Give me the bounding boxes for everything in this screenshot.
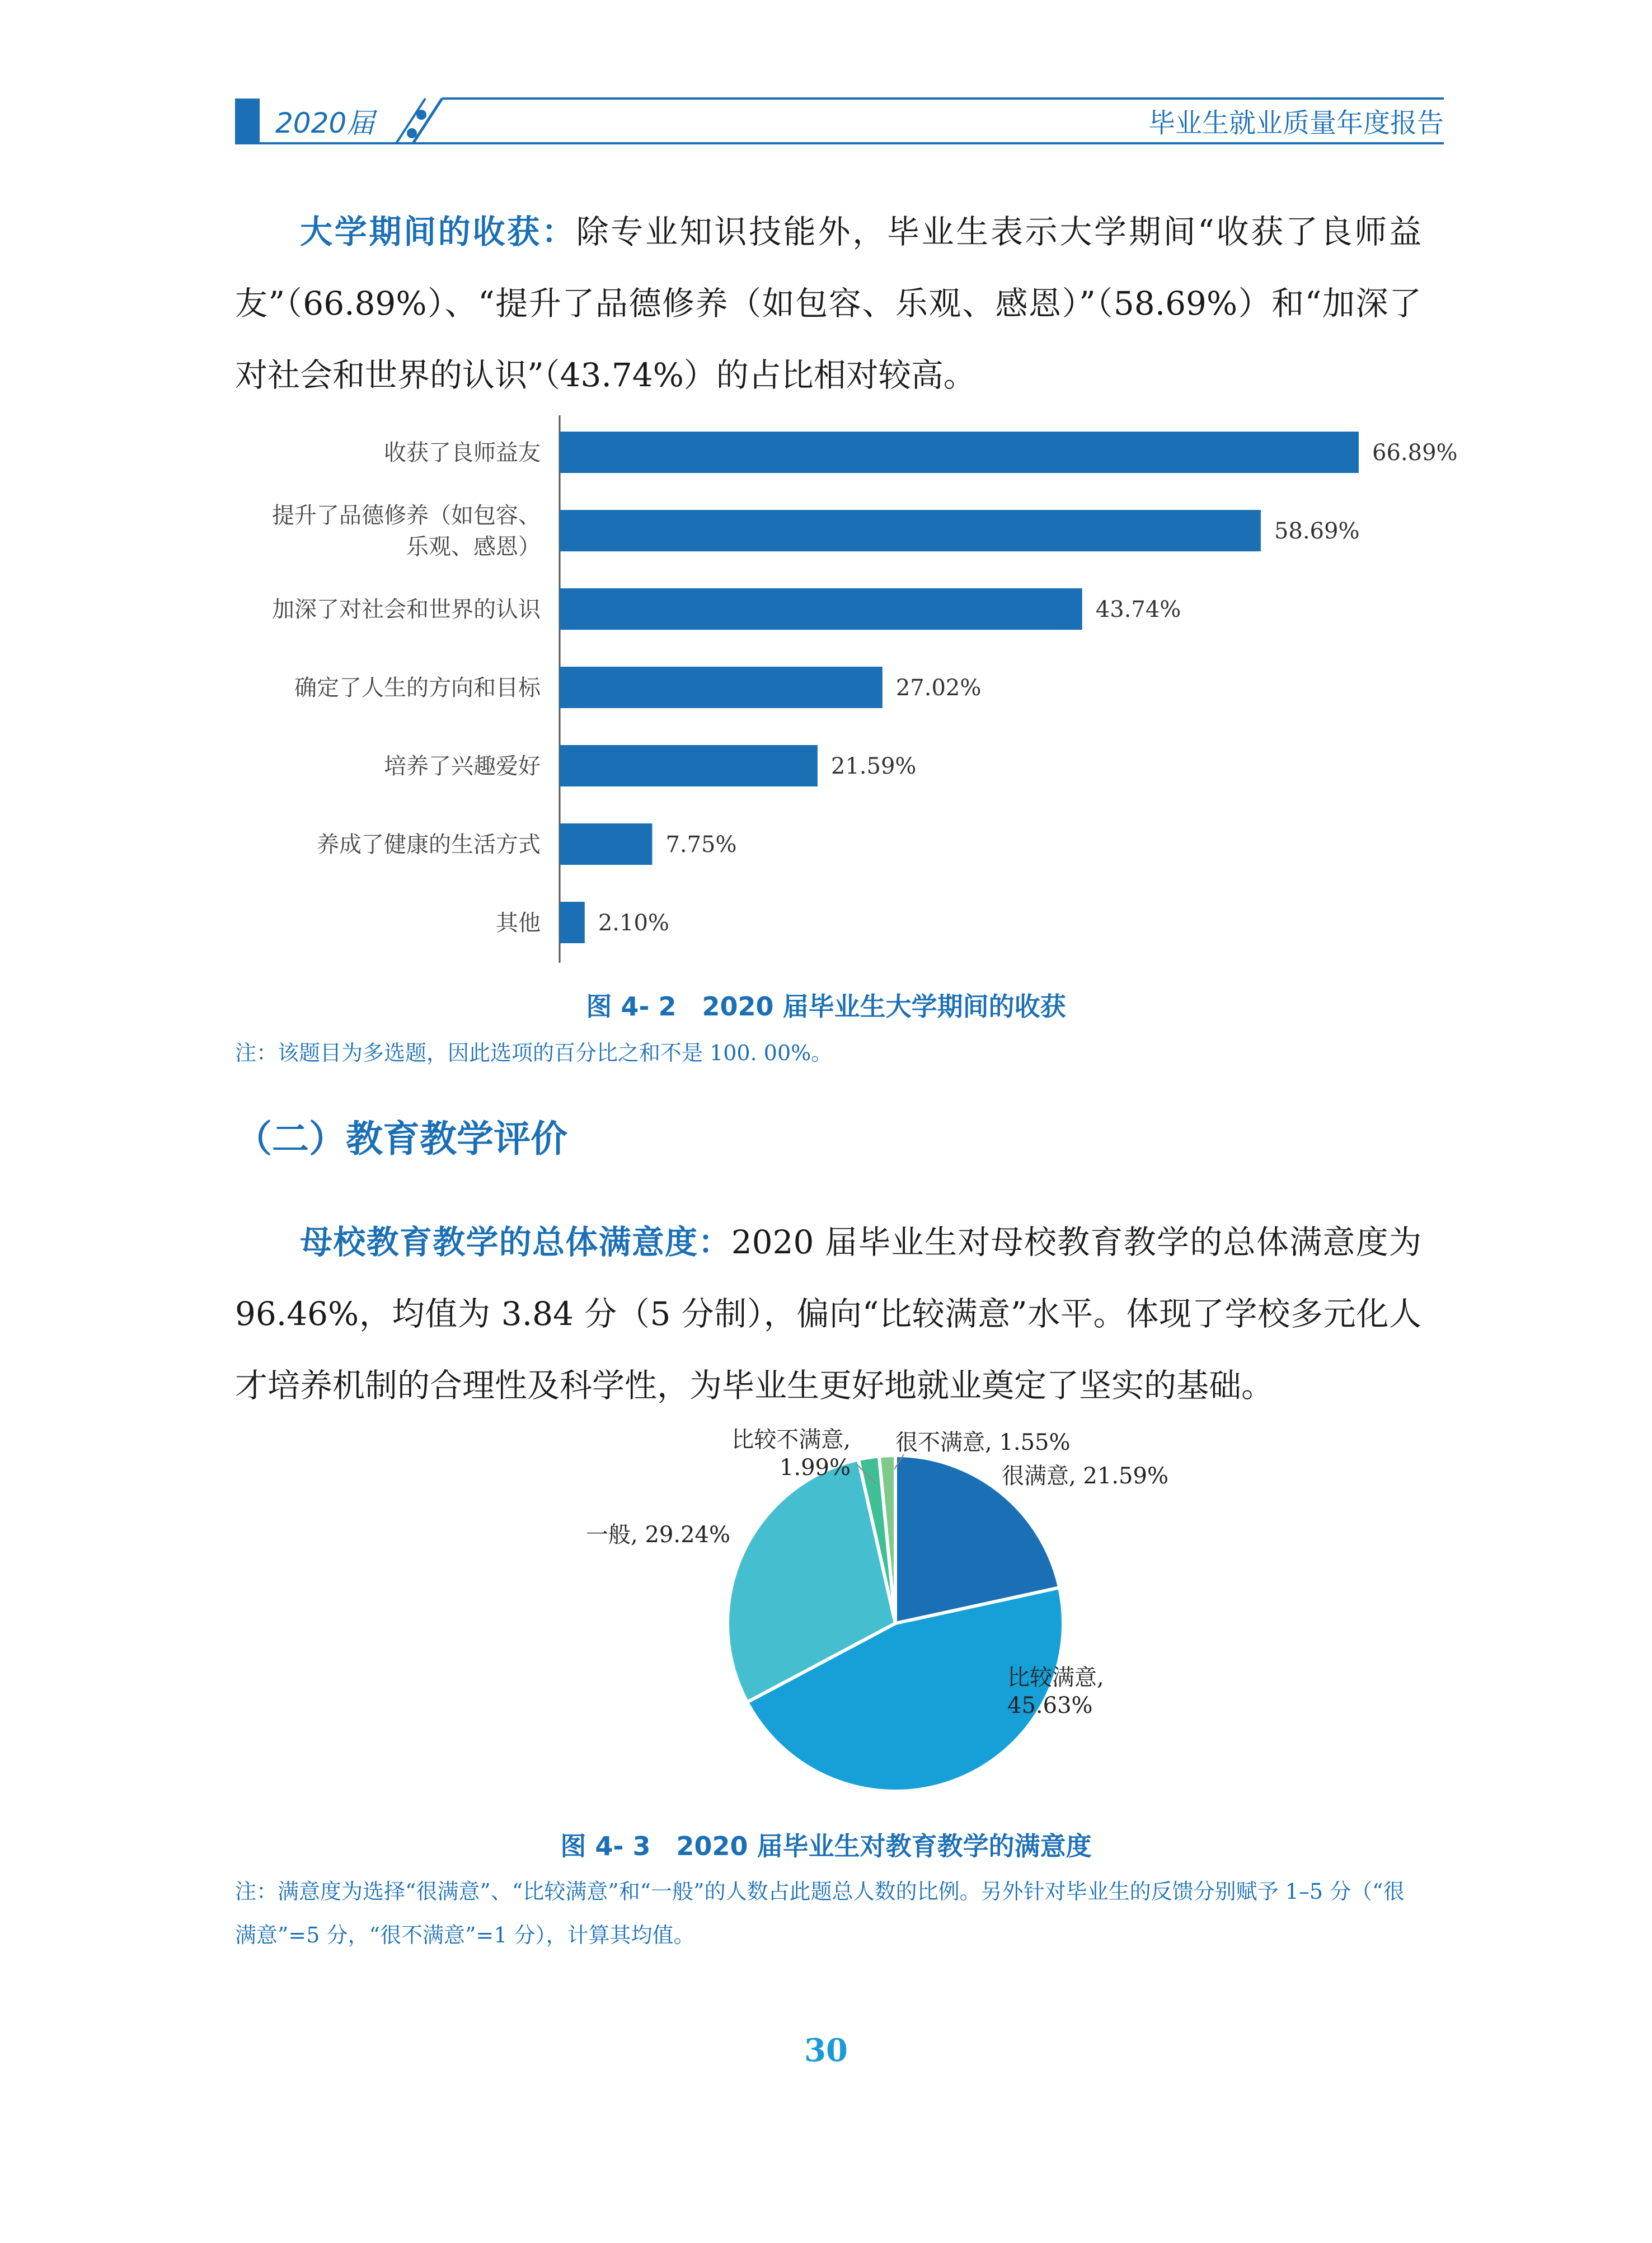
header-report-title: 毕业生就业质量年度报告: [1148, 107, 1444, 139]
bar-category-label: 确定了人生的方向和目标: [294, 675, 541, 701]
header-year-label: 2020届: [275, 107, 375, 139]
figure-note: 注：满意度为选择“很满意”、“比较满意”和“一般”的人数占此题总人数的比例。另外针对毕业生的反馈分别赋予 1–5 分（“很满意”=5 分，“很不满意”=1 分），计算其均值。: [235, 1879, 1405, 1947]
figure-caption: 图 4- 2 2020 届毕业生大学期间的收获: [586, 991, 1066, 1022]
bar-value-label: 43.74%: [1095, 597, 1181, 622]
figure-caption: 图 4- 3 2020 届毕业生对教育教学的满意度: [560, 1831, 1092, 1861]
pie-label: 45.63%: [1007, 1693, 1093, 1718]
pie-label: 一般, 29.24%: [586, 1522, 730, 1548]
bar-category-label: 养成了健康的生活方式: [317, 832, 541, 858]
bar-value-label: 21.59%: [830, 753, 917, 779]
bar-category-label: 提升了品德修养（如包容、: [272, 503, 541, 528]
bar-category-label: 收获了良师益友: [384, 440, 541, 466]
paragraph-lead: 大学期间的收获：: [300, 213, 576, 251]
paragraph-body: 2020 届毕业生对母校教育教学的总体满意度为 96.46%，均值为 3.84 分（5 分制），偏向“比较满意”水平。体现了学校多元化人才培养机制的合理性及科学性，为毕业生更好地就业奠定了坚实的基础。: [235, 1223, 1421, 1404]
bar-value-label: 58.69%: [1274, 518, 1360, 544]
bar-value-label: 2.10%: [598, 910, 669, 936]
bar-category-label: 加深了对社会和世界的认识: [272, 597, 541, 622]
pie-label: 很满意, 21.59%: [1002, 1463, 1168, 1489]
paragraph-body: 除专业知识技能外，毕业生表示大学期间“收获了良师益友”（66.89%）、“提升了品德修养（如包容、乐观、感恩）”（58.69%）和“加深了对社会和世界的认识”（43.74%）的占比相对较高。: [235, 213, 1421, 394]
bar-category-label: 培养了兴趣爱好: [384, 753, 541, 779]
bar-category-label: 其他: [496, 910, 541, 936]
figure-note: 注：该题目为多选题，因此选项的百分比之和不是 100. 00%。: [235, 1041, 833, 1065]
page-number: 30: [804, 2032, 848, 2069]
pie-label: 很不满意, 1.55%: [895, 1430, 1071, 1455]
paragraph-lead: 母校教育教学的总体满意度：: [300, 1223, 731, 1261]
bar-value-label: 66.89%: [1372, 440, 1458, 466]
bar-value-label: 27.02%: [895, 675, 982, 701]
pie-label: 1.99%: [779, 1455, 851, 1481]
section-heading: （二）教育教学评价: [235, 1117, 567, 1160]
bar-category-label: 乐观、感恩）: [406, 534, 541, 560]
pie-label: 比较满意,: [1007, 1665, 1104, 1691]
bar-value-label: 7.75%: [665, 832, 737, 858]
pie-label: 比较不满意,: [731, 1427, 851, 1453]
